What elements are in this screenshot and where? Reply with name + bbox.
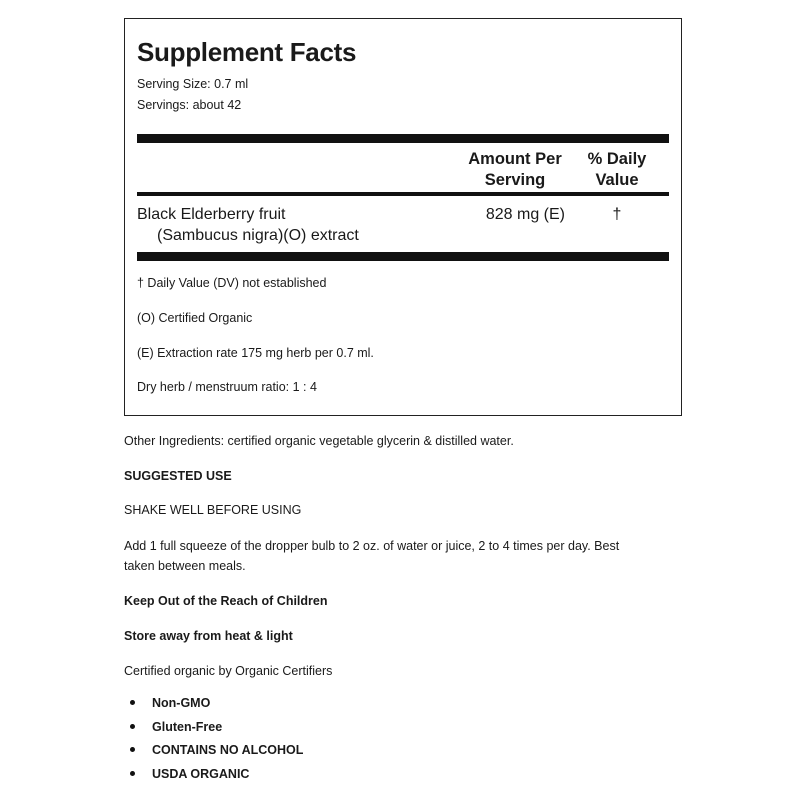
list-item-label: USDA ORGANIC <box>152 766 250 781</box>
list-item-label: CONTAINS NO ALCOHOL <box>152 743 304 757</box>
list-item <box>130 693 303 717</box>
directions <box>124 536 619 576</box>
list-item-label: Non-GMO <box>152 696 211 710</box>
daily-value-header <box>575 149 659 191</box>
other-ingredients: Other Ingredients: certified organic vegetable glycerin & distilled water. <box>124 434 514 448</box>
thick-divider-bottom <box>137 252 669 261</box>
list-item <box>130 764 303 788</box>
bullet-icon <box>130 771 135 776</box>
list-item <box>130 740 303 764</box>
feature-list <box>130 693 303 787</box>
directions-line2: taken between meals. <box>124 559 246 573</box>
ingredient-name-line1: Black Elderberry fruit <box>137 206 286 223</box>
list-item-label: Gluten-Free <box>152 719 223 734</box>
list-item <box>130 717 303 741</box>
thick-divider-top <box>137 134 669 143</box>
directions-line1: Add 1 full squeeze of the dropper bulb to 2 oz. of water or juice, 2 to 4 times per day. Best <box>124 539 620 553</box>
ingredient-dv: † <box>612 206 622 223</box>
amount-per-serving-header <box>455 149 575 191</box>
note-extraction: (E) Extraction rate 175 mg herb per 0.7 ml. <box>137 346 374 360</box>
servings-count: Servings: about 42 <box>137 98 242 112</box>
note-organic: (O) Certified Organic <box>137 311 253 325</box>
bullet-icon <box>130 700 135 705</box>
amount-header-line2: Serving <box>484 171 546 189</box>
keep-out-warning: Keep Out of the Reach of Children <box>124 594 328 608</box>
storage-instruction: Store away from heat & light <box>124 629 293 643</box>
certified-organic-note: Certified organic by Organic Certifiers <box>124 664 333 678</box>
dv-header-line1: % Daily <box>587 150 647 168</box>
note-ratio: Dry herb / menstruum ratio: 1 : 4 <box>137 380 317 394</box>
suggested-use-heading: SUGGESTED USE <box>124 469 232 483</box>
header-divider <box>137 192 669 196</box>
dv-header-line2: Value <box>595 171 639 189</box>
facts-title: Supplement Facts <box>137 37 357 67</box>
amount-header-line1: Amount Per <box>468 150 562 168</box>
ingredient-amount: 828 mg (E) <box>485 206 565 223</box>
supplement-facts-panel <box>124 18 682 416</box>
ingredient-name-line2: (Sambucus nigra)(O) extract <box>157 227 359 244</box>
shake-instruction: SHAKE WELL BEFORE USING <box>124 503 302 517</box>
bullet-icon <box>130 747 135 752</box>
note-dv: † Daily Value (DV) not established <box>137 276 327 290</box>
ingredient-name <box>137 204 359 246</box>
bullet-icon <box>130 724 135 729</box>
serving-size: Serving Size: 0.7 ml <box>137 77 249 91</box>
